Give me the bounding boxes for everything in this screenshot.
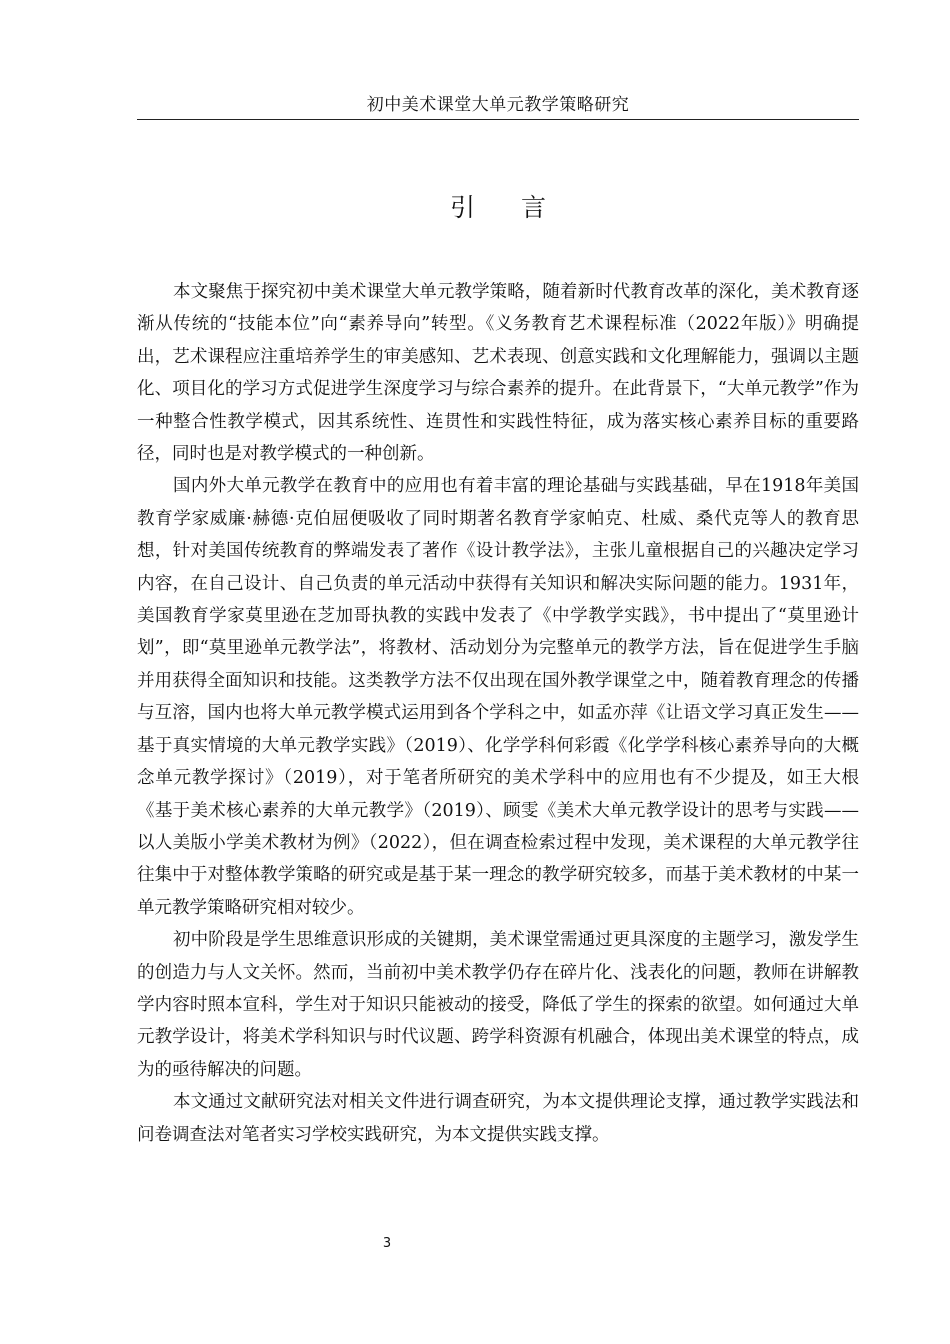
body-text [137,276,859,1151]
paragraph-4: 本文通过文献研究法对相关文件进行调查研究，为本文提供理论支撑，通过教学实践法和问卷调查法对笔者实习学校实践研究，为本文提供实践支撑。 [137,1092,859,1145]
running-header: 初中美术课堂大单元教学策略研究 [366,95,630,115]
header-rule [137,119,859,120]
section-title: 引言 [449,193,592,222]
paragraph-1: 本文聚焦于探究初中美术课堂大单元教学策略，随着新时代教育改革的深化，美术教育逐渐从传统的“技能本位”向“素养导向”转型。《义务教育艺术课程标准（2022年版）》明确提出，艺术课程应注重培养学生的审美感知、艺术表现、创意实践和文化理解能力，强调以主题化、项目化的学习方式促进学生深度学习与综合素养的提升。在此背景下，“大单元教学”作为一种整合性教学模式，因其系统性、连贯性和实践性特征，成为落实核心素养目标的重要路径，同时也是对教学模式的一种创新。 [137,282,859,465]
paragraph-2: 国内外大单元教学在教育中的应用也有着丰富的理论基础与实践基础，早在1918年美国教育学家威廉·赫德·克伯屈便吸收了同时期著名教育学家帕克、杜威、桑代克等人的教育思想，针对美国传统教育的弊端发表了著作《设计教学法》，主张儿童根据自己的兴趣决定学习内容，在自己设计、自己负责的单元活动中获得有关知识和解决实际问题的能力。1931年，美国教育学家莫里逊在芝加哥执教的实践中发表了《中学教学实践》，书中提出了“莫里逊计划”，即“莫里逊单元教学法”，将教材、活动划分为完整单元的教学方法，旨在促进学生手脑并用获得全面知识和技能。这类教学方法不仅出现在国外教学课堂之中，随着教育理念的传播与互溶，国内也将大单元教学模式运用到各个学科之中，如孟亦萍《让语文学习真正发生——基于真实情境的大单元教学实践》（2019）、化学学科何彩霞《化学学科核心素养导向的大概念单元教学探讨》（2019），对于笔者所研究的美术学科中的应用也有不少提及，如王大根《基于美术核心素养的大单元教学》（2019）、顾雯《美术大单元教学设计的思考与实践——以人美版小学美术教材为例》（2022），但在调查检索过程中发现，美术课程的大单元教学往往集中于对整体教学策略的研究或是基于某一理念的教学研究较多，而基于美术教材的中某一单元教学策略研究相对较少。 [137,476,859,918]
page-number: 3 [382,1236,392,1251]
paragraph-3: 初中阶段是学生思维意识形成的关键期，美术课堂需通过更具深度的主题学习，激发学生的创造力与人文关怀。然而，当前初中美术教学仍存在碎片化、浅表化的问题，教师在讲解教学内容时照本宣科，学生对于知识只能被动的接受，降低了学生的探索的欲望。如何通过大单元教学设计，将美术学科知识与时代议题、跨学科资源有机融合，体现出美术课堂的特点，成为的亟待解决的问题。 [137,930,859,1080]
